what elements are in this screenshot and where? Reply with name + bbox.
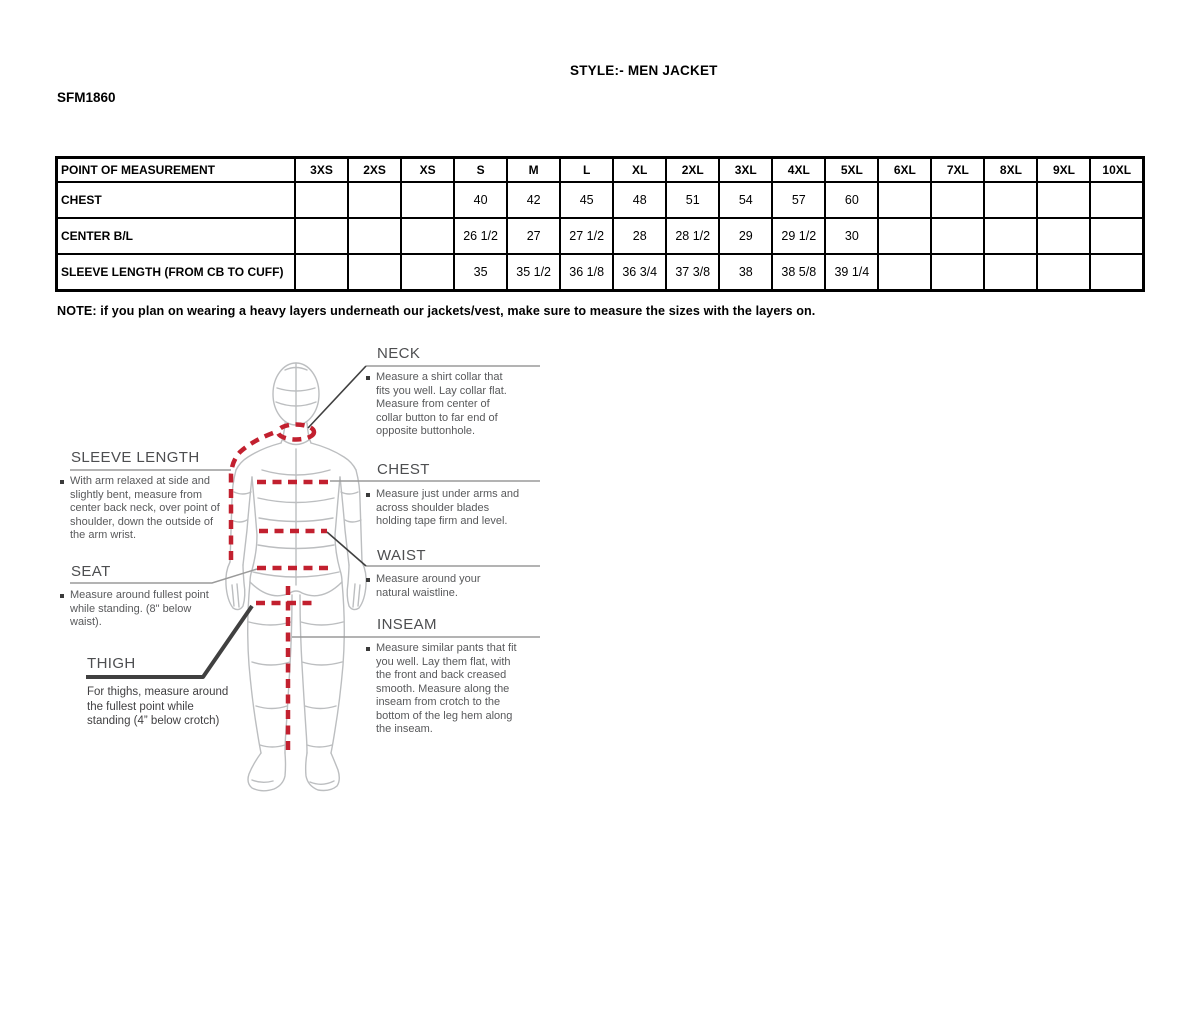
column-header-size: 2XL: [666, 158, 719, 183]
column-header-size: 3XS: [295, 158, 348, 183]
seat-label: SEAT: [71, 563, 111, 580]
neck-description: Measure a shirt collar that fits you well. Lay collar flat. Measure from center of collar button to far end of opposite buttonhole.: [366, 371, 518, 439]
measurement-cell: [295, 182, 348, 218]
measurement-cell: 48: [613, 182, 666, 218]
table-row: [57, 218, 1144, 254]
measurement-cell: [1037, 254, 1090, 291]
measurement-cell: 28 1/2: [666, 218, 719, 254]
bullet-square-icon: [366, 493, 370, 497]
column-header-size: 3XL: [719, 158, 772, 183]
column-header-size: 7XL: [931, 158, 984, 183]
chest-label: CHEST: [377, 461, 430, 478]
measurement-cell: 45: [560, 182, 613, 218]
column-header-size: M: [507, 158, 560, 183]
measurement-cell: [1037, 218, 1090, 254]
measurement-cell: 39 1/4: [825, 254, 878, 291]
measurement-cell: 27: [507, 218, 560, 254]
measurement-cell: [348, 254, 401, 291]
measurement-cell: [984, 182, 1037, 218]
measurement-cell: [878, 254, 931, 291]
mannequin-figure: [226, 363, 366, 791]
bullet-square-icon: [60, 480, 64, 484]
neck-label: NECK: [377, 345, 421, 362]
column-header-size: 10XL: [1090, 158, 1143, 183]
measure-lines: [231, 425, 331, 755]
size-table-header-row: [57, 158, 1144, 183]
measurement-cell: [878, 182, 931, 218]
measurement-cell: 36 3/4: [613, 254, 666, 291]
bullet-square-icon: [366, 647, 370, 651]
column-header-size: XS: [401, 158, 454, 183]
measurement-cell: [401, 218, 454, 254]
measurement-cell: 29: [719, 218, 772, 254]
measurement-cell: 54: [719, 182, 772, 218]
measurement-cell: 57: [772, 182, 825, 218]
measurement-cell: 42: [507, 182, 560, 218]
column-header-size: L: [560, 158, 613, 183]
measurement-cell: 60: [825, 182, 878, 218]
size-table-container: [55, 156, 1145, 292]
row-label: SLEEVE LENGTH (FROM CB TO CUFF): [57, 254, 296, 291]
bullet-square-icon: [60, 594, 64, 598]
measurement-cell: 35 1/2: [507, 254, 560, 291]
measurement-cell: 26 1/2: [454, 218, 507, 254]
measurement-cell: [878, 218, 931, 254]
page-title: STYLE:- MEN JACKET: [570, 63, 718, 78]
measurement-cell: 40: [454, 182, 507, 218]
measurement-cell: [295, 254, 348, 291]
chest-description: Measure just under arms and across shoulder blades holding tape firm and level.: [366, 488, 524, 529]
measurement-cell: 38: [719, 254, 772, 291]
sleeve-length-description: With arm relaxed at side and slightly bent, measure from center back neck, over point of shoulder, down the outside of the arm wrist.: [60, 475, 222, 543]
measurement-cell: [1090, 182, 1143, 218]
column-header-size: 8XL: [984, 158, 1037, 183]
measurement-cell: 29 1/2: [772, 218, 825, 254]
measurement-cell: [984, 218, 1037, 254]
inseam-description: Measure similar pants that fit you well. Lay them flat, with the front and back creased smooth. Measure along the inseam from crotch to the bottom of the leg hem along the inseam.: [366, 642, 522, 737]
column-header-point-of-measurement: POINT OF MEASUREMENT: [57, 158, 296, 183]
thigh-description: For thighs, measure around the fullest point while standing (4” below crotch): [87, 686, 229, 727]
measurement-cell: [984, 254, 1037, 291]
measurement-cell: 35: [454, 254, 507, 291]
note-text: NOTE: if you plan on wearing a heavy layers underneath our jackets/vest, make sure to measure the sizes with the layers on.: [57, 304, 816, 318]
table-row: [57, 254, 1144, 291]
measurement-cell: [931, 182, 984, 218]
waist-leader: [327, 532, 366, 566]
thigh-label: THIGH: [87, 655, 136, 672]
measurement-cell: 37 3/8: [666, 254, 719, 291]
measurement-cell: 51: [666, 182, 719, 218]
measurement-cell: [348, 182, 401, 218]
column-header-size: 4XL: [772, 158, 825, 183]
column-header-size: XL: [613, 158, 666, 183]
measurement-cell: [348, 218, 401, 254]
column-header-size: 9XL: [1037, 158, 1090, 183]
bullet-square-icon: [366, 376, 370, 380]
sleeve-length-label: SLEEVE LENGTH: [71, 449, 200, 466]
seat-description: Measure around fullest point while standing. (8" below waist).: [60, 589, 210, 630]
inseam-label: INSEAM: [377, 616, 437, 633]
table-row: [57, 182, 1144, 218]
neck-measure-line: [278, 425, 314, 440]
row-label: CENTER B/L: [57, 218, 296, 254]
measurement-cell: [401, 182, 454, 218]
measurement-cell: 38 5/8: [772, 254, 825, 291]
column-header-size: 6XL: [878, 158, 931, 183]
measurement-cell: 36 1/8: [560, 254, 613, 291]
measurement-cell: [401, 254, 454, 291]
measurement-cell: [295, 218, 348, 254]
measurement-cell: [1037, 182, 1090, 218]
measurement-cell: 28: [613, 218, 666, 254]
measurement-cell: [1090, 218, 1143, 254]
style-code: SFM1860: [57, 90, 116, 105]
measurement-cell: 27 1/2: [560, 218, 613, 254]
column-header-size: 5XL: [825, 158, 878, 183]
measurement-cell: [931, 218, 984, 254]
size-table: [55, 156, 1145, 292]
measurement-cell: [1090, 254, 1143, 291]
bullet-square-icon: [366, 578, 370, 582]
column-header-size: 2XS: [348, 158, 401, 183]
waist-label: WAIST: [377, 547, 426, 564]
row-label: CHEST: [57, 182, 296, 218]
measurement-cell: [931, 254, 984, 291]
column-header-size: S: [454, 158, 507, 183]
waist-description: Measure around your natural waistline.: [366, 573, 516, 600]
measurement-cell: 30: [825, 218, 878, 254]
sleeve-measure-line: [231, 433, 273, 564]
neck-leader: [308, 366, 366, 428]
